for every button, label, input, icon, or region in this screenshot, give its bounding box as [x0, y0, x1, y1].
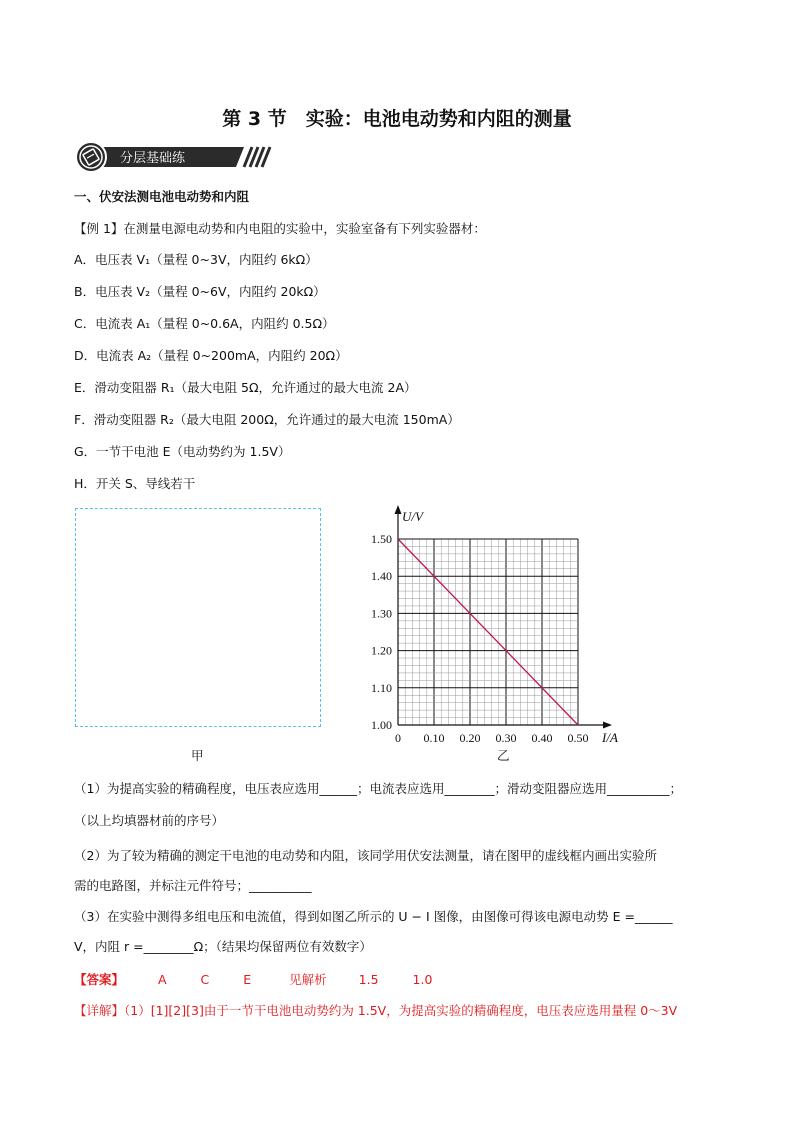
x-tick-label: 0.30 — [495, 731, 517, 745]
x-tick-label: 0.20 — [459, 731, 481, 745]
item-g: G．一节干电池 E（电动势约为 1.5V） — [74, 444, 291, 459]
x-tick-label: 0.40 — [531, 731, 553, 745]
question-2: （2）为了较为精确的测定干电池的电动势和内阻，该同学用伏安法测量，请在图甲的虚线框内画出实验所 — [74, 848, 657, 863]
answer-label: 【答案】 — [74, 972, 125, 987]
item-d: D．电流表 A₂（量程 0~200mA，内阻约 20Ω） — [74, 348, 348, 363]
y-tick-label: 1.50 — [371, 532, 392, 546]
item-h: H．开关 S、导线若干 — [74, 476, 196, 491]
y-axis-arrow — [395, 505, 402, 514]
answer-5: 1.5 — [358, 972, 379, 987]
x-tick-label: 0 — [395, 731, 401, 745]
detail-line: 【详解】（1）[1][2][3]由于一节干电池电动势约为 1.5V，为提高实验的精确程度，电压表应选用量程 0～3V — [74, 1003, 678, 1018]
answer-line — [74, 970, 432, 990]
item-b: B．电压表 V₂（量程 0~6V，内阻约 20kΩ） — [74, 284, 326, 299]
section-heading: 一、伏安法测电池电动势和内阻 — [74, 189, 250, 204]
question-1: （1）为提高实验的精确程度，电压表应选用______；电流表应选用________；滑动变阻器应选用__________； — [74, 781, 682, 796]
item-e: E．滑动变阻器 R₁（最大电阻 5Ω，允许通过的最大电流 2A） — [74, 380, 417, 395]
question-3: （3）在实验中测得多组电压和电流值，得到如图乙所示的 U − I 图像，由图像可得该电源电动势 E =______ — [74, 909, 673, 924]
answer-3: E — [243, 972, 252, 987]
item-c: C．电流表 A₁（量程 0~0.6A，内阻约 0.5Ω） — [74, 316, 335, 331]
item-a: A．电压表 V₁（量程 0~3V，内阻约 6kΩ） — [74, 252, 318, 267]
y-tick-label: 1.30 — [371, 606, 392, 621]
figure-yi-caption: 乙 — [497, 748, 510, 763]
y-tick-label: 1.20 — [371, 643, 392, 658]
banner-label: 分层基础练 — [120, 150, 186, 165]
y-tick-label: 1.10 — [371, 680, 392, 695]
circuit-drawing-box — [75, 508, 321, 727]
y-tick-label: 1.00 — [371, 718, 392, 732]
y-tick-label: 1.40 — [371, 569, 392, 584]
answer-2: C — [200, 972, 210, 987]
u-i-graph — [360, 503, 625, 748]
section-banner — [74, 141, 274, 173]
question-3-cont: V，内阻 r =________Ω；（结果均保留两位有效数字） — [74, 939, 372, 954]
item-f: F．滑动变阻器 R₂（最大电阻 200Ω，允许通过的最大电流 150mA） — [74, 412, 460, 427]
answer-6: 1.0 — [412, 972, 433, 987]
example-intro: 【例 1】在测量电源电动势和内电阻的实验中，实验室备有下列实验器材： — [74, 221, 486, 236]
question-2-cont: 需的电路图，并标注元件符号；__________ — [74, 878, 312, 893]
answer-1: A — [158, 972, 167, 987]
page-title: 第 3 节 实验：电池电动势和内阻的测量 — [222, 108, 572, 130]
data-line — [398, 539, 578, 725]
figure-jia-caption: 甲 — [191, 748, 204, 763]
answer-4: 见解析 — [289, 972, 327, 987]
x-tick-label: 0.10 — [423, 731, 445, 745]
x-tick-label: 0.50 — [567, 731, 589, 745]
question-1-note: （以上均填器材前的序号） — [74, 813, 225, 828]
y-axis-label: U/V — [402, 509, 423, 524]
x-axis-arrow — [603, 722, 612, 729]
x-axis-label: I/A — [602, 730, 618, 745]
